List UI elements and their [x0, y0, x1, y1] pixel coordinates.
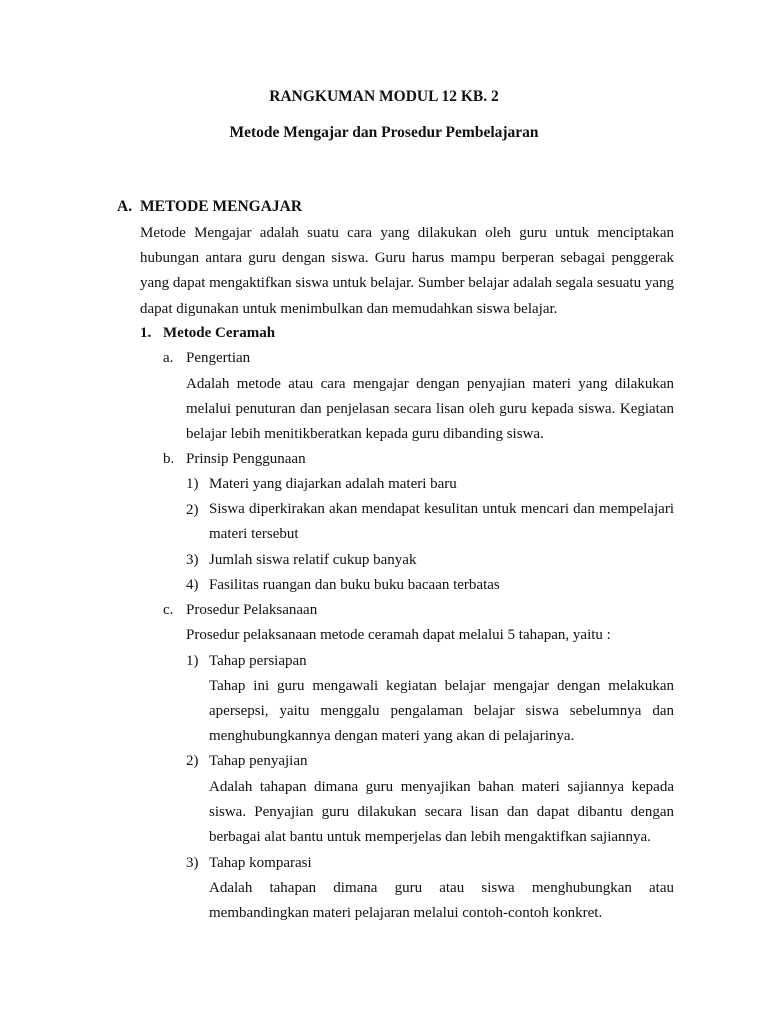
subitem-b-marker: b.	[163, 451, 175, 467]
document-subtitle: Metode Mengajar dan Prosedur Pembelajaran	[229, 124, 539, 141]
subitem-c-marker: c.	[163, 602, 174, 618]
principle-2-text: Siswa diperkirakan akan mendapat kesulitan untuk mencari dan mempelajari materi tersebut	[209, 501, 674, 543]
principle-3-marker: 3)	[186, 552, 199, 568]
subitem-a-text: Adalah metode atau cara mengajar dengan penyajian materi yang dilakukan melalui penuturan dan penjelasan secara lisan oleh guru kepada siswa. Kegiatan belajar lebih menitikberatkan kepada guru dibanding siswa.	[186, 376, 674, 443]
section-a-intro: Metode Mengajar adalah suatu cara yang dilakukan oleh guru untuk menciptakan hubungan antara guru dengan siswa. Guru harus mampu berperan sebagai penggerak yang dapat mengaktifkan siswa untuk belajar. Sumber belajar adalah segala sesuatu yang dapat digunakan untuk menimbulkan dan memudahkan siswa belajar.	[140, 225, 674, 317]
subitem-a-label: Pengertian	[186, 350, 251, 366]
principle-1-text: Materi yang diajarkan adalah materi baru	[209, 476, 457, 492]
principle-2-marker: 2)	[186, 502, 199, 518]
principle-4-marker: 4)	[186, 577, 199, 593]
section-a-heading: METODE MENGAJAR	[140, 198, 303, 215]
step-2-text: Adalah tahapan dimana guru menyajikan bahan materi sajiannya kepada siswa. Penyajian guru dilakukan secara lisan dan dapat dibantu dengan berbagai alat bantu untuk memperjelas dan lebih mengaktifkan sajiannya.	[209, 779, 674, 846]
step-1-marker: 1)	[186, 653, 199, 669]
principle-4-text: Fasilitas ruangan dan buku buku bacaan terbatas	[209, 577, 500, 593]
step-1-text: Tahap ini guru mengawali kegiatan belajar mengajar dengan melakukan apersepsi, yaitu menggalu pengalaman belajar siswa sebelumnya dan menghubungkannya dengan materi yang akan di pelajarinya.	[209, 678, 674, 745]
item-1-marker: 1.	[140, 325, 152, 341]
subitem-c-intro: Prosedur pelaksanaan metode ceramah dapat melalui 5 tahapan, yaitu :	[186, 627, 611, 643]
principle-3-text: Jumlah siswa relatif cukup banyak	[209, 552, 417, 568]
subitem-a-marker: a.	[163, 350, 174, 366]
step-3-text: Adalah tahapan dimana guru atau siswa menghubungkan atau membandingkan materi pelajaran melalui contoh-contoh konkret.	[209, 880, 674, 922]
step-2-marker: 2)	[186, 753, 199, 769]
subitem-c-label: Prosedur Pelaksanaan	[186, 602, 318, 618]
document-title: RANGKUMAN MODUL 12 KB. 2	[269, 88, 499, 105]
step-3-marker: 3)	[186, 855, 199, 871]
step-1-title: Tahap persiapan	[209, 653, 307, 669]
principle-1-marker: 1)	[186, 476, 199, 492]
subitem-b-label: Prinsip Penggunaan	[186, 451, 306, 467]
step-3-title: Tahap komparasi	[209, 855, 312, 871]
step-2-title: Tahap penyajian	[209, 753, 308, 769]
section-a-marker: A.	[117, 198, 133, 215]
item-1-heading: Metode Ceramah	[163, 325, 276, 341]
